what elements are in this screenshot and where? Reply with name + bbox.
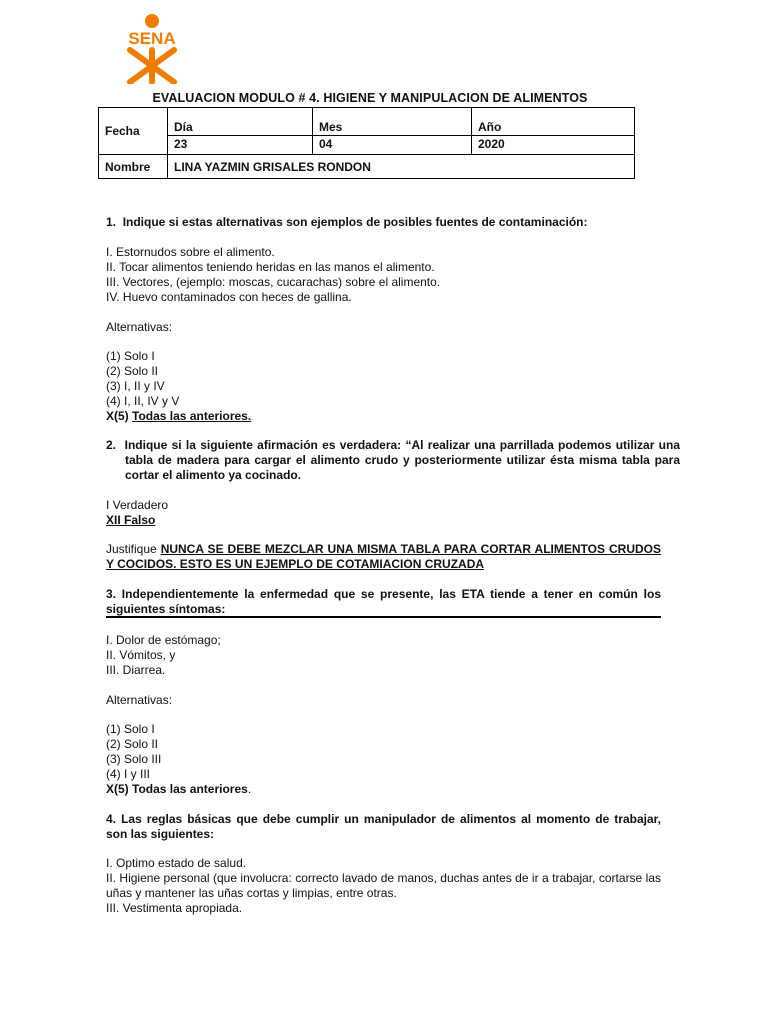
q2-option-true: I Verdadero (106, 498, 169, 512)
q2-justify (106, 542, 661, 572)
q1-alternatives (106, 349, 661, 424)
q3-item: III. Diarrea. (106, 663, 166, 677)
q1-item: II. Tocar alimentos teniendo heridas en las manos el alimento. (106, 260, 435, 274)
q3-divider (106, 616, 661, 618)
mes-label: Mes (313, 108, 472, 136)
q2-text: Indique si la siguiente afirmación es verdadera: “Al realizar una parrillada podemos utilizar una tabla de madera para cargar el alimento crudo y posteriormente utilizar ésta misma tabla para cortar el alimento ya cocinado. (124, 438, 681, 482)
anio-label: Año (472, 108, 635, 136)
q1-alternative: (2) Solo II (106, 364, 159, 378)
q3-item: I. Dolor de estómago; (106, 633, 221, 647)
q1-heading (106, 215, 661, 230)
q1-item: I. Estornudos sobre el alimento. (106, 245, 275, 259)
q3-alternatives (106, 722, 661, 797)
q3-answer-end: . (247, 782, 252, 796)
dia-value: 23 (168, 136, 313, 155)
q3-answer-text: X(5) Todas las anteriores (106, 782, 248, 796)
q4-heading: 4. Las reglas básicas que debe cumplir un manipulador de alimentos al momento de trabajar, son las siguientes: (106, 812, 661, 841)
q1-alternative: (4) I, II, IV y V (106, 394, 180, 408)
q1-alternative: (1) Solo I (106, 349, 155, 363)
q2-justify-label: Justifique (106, 542, 161, 556)
q4-item: II. Higiene personal (que involucra: correcto lavado de manos, duchas antes de ir a trabajar, cortarse las uñas y mantener las uñas cortas y limpias, entre otras. (106, 871, 661, 900)
q3-alternative: (1) Solo I (106, 722, 155, 736)
nombre-label: Nombre (99, 155, 168, 179)
q3-alternative: (4) I y III (106, 767, 151, 781)
q2-heading (106, 438, 680, 483)
q3-answer (106, 782, 661, 797)
q1-item: IV. Huevo contaminados con heces de gallina. (106, 290, 352, 304)
q2-justify-text: NUNCA SE DEBE MEZCLAR UNA MISMA TABLA PARA CORTAR ALIMENTOS CRUDOS Y COCIDOS. ESTO ES UN EJEMPLO DE COTAMIACION CRUZADA (106, 542, 661, 571)
q1-answer-mark: X(5) (106, 409, 133, 423)
q3-alternative: (2) Solo II (106, 737, 159, 751)
q3-heading: 3. Independientemente la enfermedad que se presente, las ETA tiende a tener en común los siguientes síntomas: (106, 587, 661, 616)
logo-text: SENA (128, 29, 176, 48)
q2-number: 2. (106, 438, 117, 452)
q2-option-false: XII Falso (106, 513, 156, 527)
q1-alternative: (3) I, II y IV (106, 379, 165, 393)
q3-alternative: (3) Solo III (106, 752, 162, 766)
info-table (98, 107, 635, 179)
q4-item: I. Optimo estado de salud. (106, 856, 247, 870)
q1-item: III. Vectores, (ejemplo: moscas, cucarachas) sobre el alimento. (106, 275, 441, 289)
q3-item: II. Vómitos, y (106, 648, 176, 662)
q1-answer (106, 409, 661, 424)
q1-text: Indique si estas alternativas son ejemplos de posibles fuentes de contaminación: (122, 215, 588, 229)
q4-items (106, 856, 661, 916)
q4-item: III. Vestimenta apropiada. (106, 901, 243, 915)
q1-number: 1. (106, 215, 117, 229)
q1-answer-text: Todas las anteriores. (132, 409, 252, 423)
mes-value: 04 (313, 136, 472, 155)
q1-alt-label: Alternativas: (106, 320, 173, 334)
anio-value: 2020 (472, 136, 635, 155)
document-title: EVALUACION MODULO # 4. HIGIENE Y MANIPULACION DE ALIMENTOS (152, 91, 588, 105)
sena-logo (116, 12, 188, 84)
q2-options (106, 498, 661, 528)
nombre-value: LINA YAZMIN GRISALES RONDON (168, 155, 635, 179)
q3-alt-label: Alternativas: (106, 693, 173, 707)
q1-items (106, 245, 661, 305)
q3-items (106, 633, 661, 678)
fecha-label: Fecha (99, 108, 168, 155)
dia-label: Día (168, 108, 313, 136)
